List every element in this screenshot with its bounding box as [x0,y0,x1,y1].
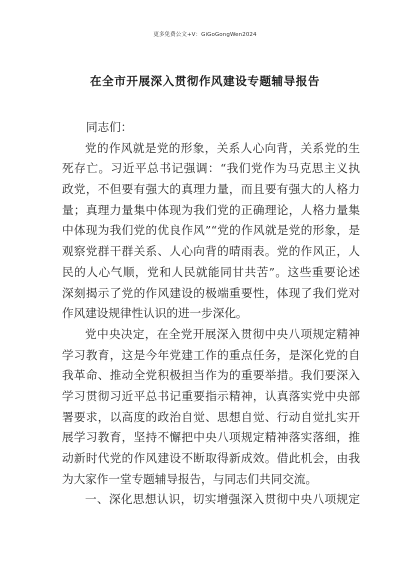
paragraph-line: 党的作风就是党的形象，关系人心向背，关系党的生 [85,140,360,155]
paragraph-line: 学习教育，这是今年党建工作的重点任务，是深化党的自 [62,347,360,362]
paragraph-line: 民的人心气顺，党和人民就能同甘共苦”。这些重要论述 [62,264,360,279]
greeting: 同志们： [86,120,133,134]
paragraph-line: 深刻揭示了党的作风建设的极端重要性，体现了我们党对 [62,285,360,300]
paragraph-line: 署要求，以高度的政治自觉、思想自觉、行动自觉扎实开 [62,409,360,424]
paragraph-2 [62,324,360,490]
paragraph-line: 中体现为我们党的优良作风”“党的作风就是党的形象，是 [62,223,360,238]
header-note: 更多免费公文+V：GiGoGongWen2024 [153,32,257,38]
paragraph-line: 观察党群干群关系、人心向背的晴雨表。党的作风正，人 [62,244,360,259]
paragraph-line: 动新时代党的作风建设不断取得新成效。借此机会，由我 [62,451,360,465]
section-heading-line: 一、深化思想认识，切实增强深入贯彻中央八项规定 [85,492,360,507]
paragraph-line: 死存亡。习近平总书记强调：“我们党作为马克思主义执 [62,161,360,176]
document-title: 在全市开展深入贯彻作风建设专题辅导报告 [90,74,320,88]
paragraph-line: 政党，不但要有强大的真理力量，而且要有强大的人格力 [62,182,360,197]
paragraph-line: 学习贯彻习近平总书记重要指示精神，认真落实党中央部 [62,388,360,403]
paragraph-line: 量；真理力量集中体现为我们党的正确理论，人格力量集 [62,202,360,217]
paragraph-line: 为大家作一堂专题辅导报告，与同志们共同交流。 [62,471,318,486]
paragraph-line: 展学习教育，坚持不懈把中央八项规定精神落实落细，推 [62,430,360,445]
paragraph-line: 作风建设规律性认识的进一步深化。 [62,306,248,321]
paragraph-line: 我革命、推动全党积极担当作为的重要举措。我们要深入 [62,368,360,383]
paragraph-line: 党中央决定，在全党开展深入贯彻中央八项规定精神 [85,326,360,341]
paragraph-1 [62,138,360,324]
section-heading-1 [62,489,360,510]
document-body [62,117,360,510]
